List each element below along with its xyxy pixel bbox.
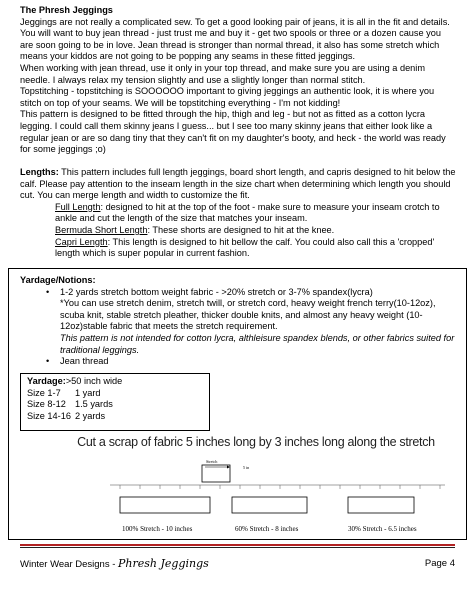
figure-caption: Cut a scrap of fabric 5 inches long by 3 inches long along the stretch bbox=[77, 435, 435, 449]
swatch-60 bbox=[232, 497, 307, 533]
section-title: The Phresh Jeggings bbox=[20, 5, 113, 15]
swatch-100 bbox=[120, 497, 210, 533]
size-cell: Size 8-12 bbox=[27, 399, 66, 410]
page-number: Page 4 bbox=[424, 558, 455, 569]
notions-item-thread bbox=[46, 356, 456, 368]
yardage-label: Yardage: bbox=[27, 376, 66, 386]
fabric-note: *You can use stretch denim, stretch twill, or stretch cord, heavy weight french terry(10-12oz), scuba knit, stable stretch pleather, thicker double knits, and almost any heavy weight (10-12oz)stable fabric that meets the stretch requirement. bbox=[60, 298, 436, 332]
notions-title: Yardage/Notions: bbox=[20, 275, 96, 285]
thread-requirement: Jean thread bbox=[60, 356, 109, 367]
swatch-label: 100% Stretch - 10 inches bbox=[122, 525, 193, 533]
notions-list bbox=[46, 286, 456, 368]
swatch-label: 30% Stretch - 6.5 inches bbox=[348, 525, 417, 533]
footer-pattern-name: Phresh Jeggings bbox=[118, 557, 209, 570]
amount-cell: 1 yard bbox=[75, 387, 101, 398]
table-row bbox=[27, 411, 203, 423]
ruler bbox=[110, 485, 445, 489]
lengths-text: This pattern includes full length jeggings, board short length, and capris designed to hit below the calf. Please pay attention to the inseam length in the size chart when determining which length you should cut. You can merge length and width to customize the fit. bbox=[20, 167, 456, 201]
ruler-mark-label: 5 in bbox=[243, 465, 250, 470]
yardage-header bbox=[27, 376, 203, 388]
bullet-icon: • bbox=[46, 286, 50, 297]
size-cell: Size 14-16 bbox=[27, 410, 71, 421]
length-desc: : These shorts are designed to hit at the knee. bbox=[147, 224, 335, 235]
arrow-label: Stretch bbox=[206, 459, 218, 464]
table-row bbox=[27, 399, 203, 411]
length-desc: : designed to hit at the top of the foot - make sure to measure your inseam crotch to ankle and cut the length of the size that matches your inseam. bbox=[55, 201, 440, 224]
length-item-bermuda bbox=[20, 225, 456, 237]
intro-paragraph-4: This pattern is designed to be fitted through the hip, thigh and leg - but not as fitted as a cotton lycra legging. I could call them skinny jeans I guess... but I see too many skinny jeans that either look like a regular jean or are so dang tiny that they can't fit on my daughter's booty, and heck - the world was ready for some jeggings ;o) bbox=[20, 109, 446, 155]
lengths-paragraph bbox=[20, 167, 456, 202]
stretch-test-figure bbox=[110, 455, 455, 540]
lengths-section bbox=[20, 167, 456, 260]
length-name: Capri Length bbox=[55, 236, 108, 247]
notions-section bbox=[20, 275, 456, 368]
length-name: Bermuda Short Length bbox=[55, 224, 148, 235]
lengths-label: Lengths: bbox=[20, 167, 59, 177]
swatch-30 bbox=[348, 497, 417, 533]
length-name: Full Length bbox=[55, 201, 101, 212]
intro-paragraph-3: Topstitching - topstitching is SOOOOOO important to giving jeggings an authentic look, it is where you stitch on top of your seams. We will be topstitching everything - I'm not kidding! bbox=[20, 86, 435, 108]
length-desc: : This length is designed to hit bellow the calf. You could also call this a 'cropped' length which is super popular in current fashion. bbox=[55, 236, 435, 259]
yardage-table bbox=[20, 373, 210, 431]
notions-item-fabric bbox=[46, 286, 456, 357]
intro-paragraph-1: Jeggings are not really a complicated sew. To get a good looking pair of jeans, it is all in the fit and details. You will want to buy jean thread - just trust me and buy it - get two spools or three or a dozen cause you are soon going to be in love. Jean thread is stronger than normal thread, it also has some stretch which means your kiddos are not going to be popping any seams in these fitted jeggings. bbox=[20, 16, 450, 62]
length-item-full bbox=[20, 202, 456, 225]
footer-rule-dark bbox=[20, 547, 455, 548]
footer-rule-red bbox=[20, 544, 455, 546]
size-cell: Size 1-7 bbox=[27, 387, 61, 398]
fabric-swatch bbox=[202, 459, 249, 482]
footer-brand bbox=[20, 558, 209, 571]
fabric-warning: This pattern is not intended for cotton lycra, althleisure spandex blends, or other fabrics suited for traditional leggings. bbox=[60, 332, 455, 355]
intro-section bbox=[20, 5, 456, 156]
table-row bbox=[27, 388, 203, 400]
swatch-label: 60% Stretch - 8 inches bbox=[235, 525, 299, 533]
amount-cell: 1.5 yards bbox=[75, 399, 113, 410]
footer-brand-prefix: Winter Wear Designs - bbox=[20, 559, 119, 570]
fabric-requirement: 1-2 yards stretch bottom weight fabric - >20% stretch or 3-7% spandex(lycra) bbox=[60, 286, 373, 297]
amount-cell: 2 yards bbox=[75, 410, 106, 421]
intro-paragraph-2: When working with jean thread, use it only in your top thread, and make sure you are using a denim needle. I always relax my tension slightly and use a slightly longer than normal stitch. bbox=[20, 62, 425, 85]
length-item-capri bbox=[20, 237, 456, 260]
bullet-icon: • bbox=[46, 356, 50, 367]
yardage-width: >50 inch wide bbox=[65, 376, 123, 386]
